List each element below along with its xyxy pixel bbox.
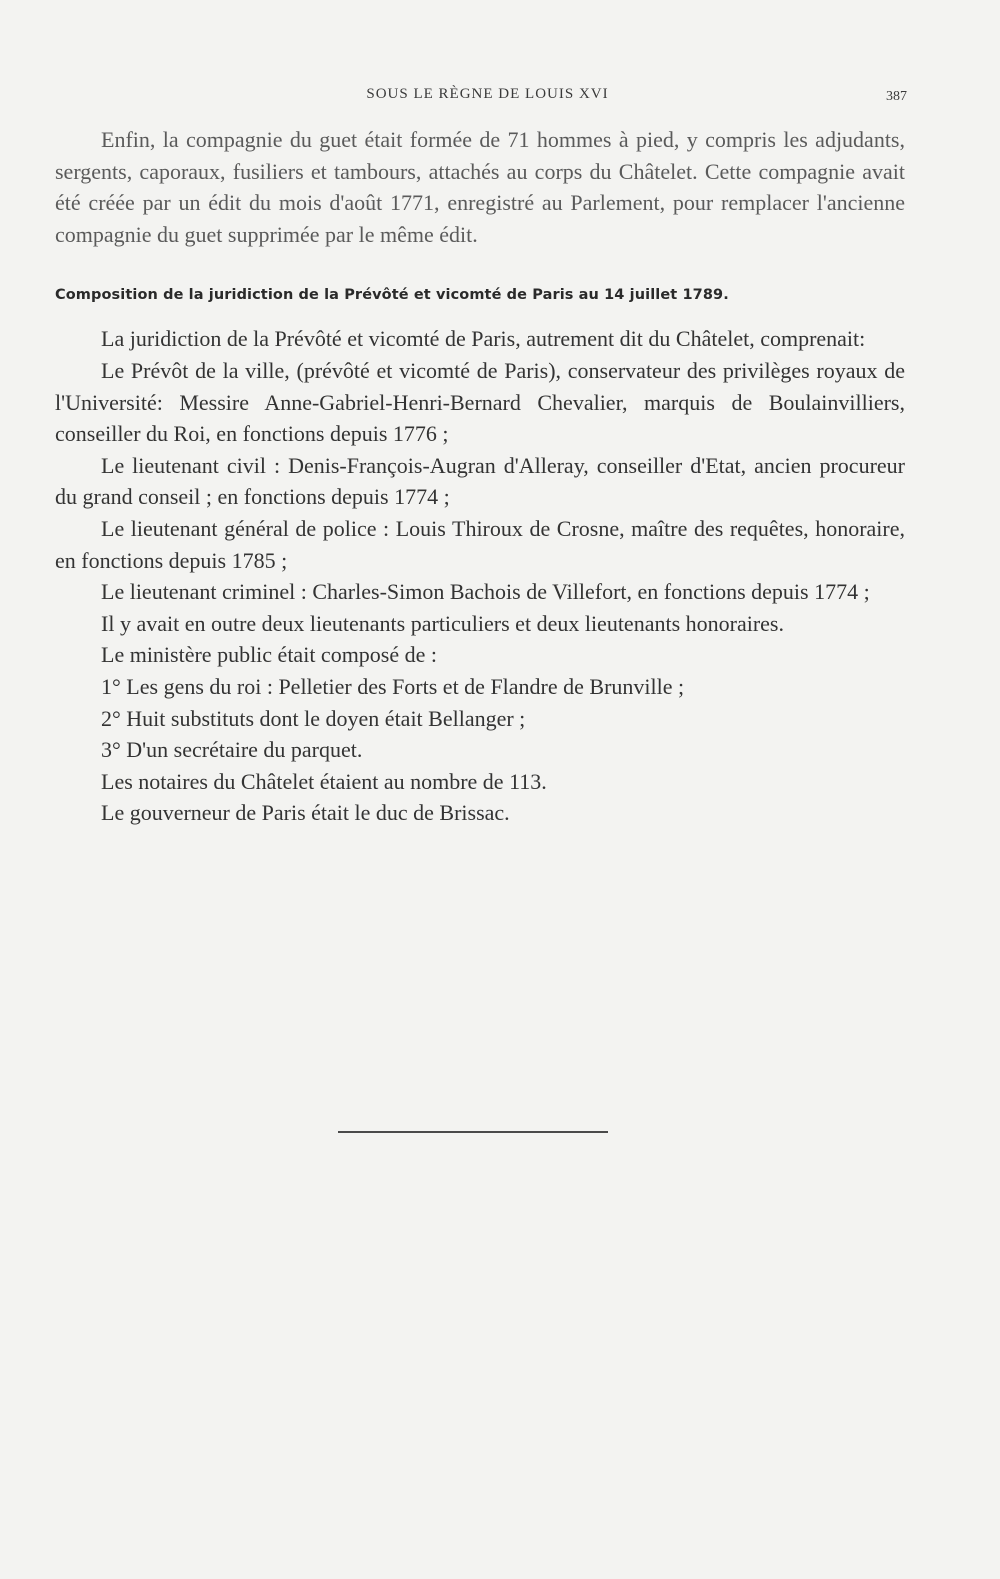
running-title: SOUS LE RÈGNE DE LOUIS XVI [366, 86, 609, 102]
paragraph-lieutenant-criminel: Le lieutenant criminel : Charles-Simon Bachois de Villefort, en fonctions depuis 1774 ; [101, 579, 870, 605]
paragraph-lieutenants-particuliers: Il y avait en outre deux lieutenants particuliers et deux lieutenants honoraires. [101, 610, 784, 636]
intro-paragraph: Enfin, la compagnie du guet était formée de 71 hommes à pied, y compris les adjudants, sergents, caporaux, fusiliers et tambours, attachés au corps du Châtelet. Cette compagnie avait été créée par un édit du mois d'août 1771, enregistré au Parlement, pour remplacer l'ancienne compagnie du guet supprimée par le même édit. [55, 127, 905, 247]
page-number: 387 [886, 89, 907, 104]
paragraph-prevot: Le Prévôt de la ville, (prévôté et vicomté de Paris), conservateur des privilèges royaux de l'Université: Messire Anne-Gabriel-Henri-Bernard Chevalier, marquis de Boulainvilliers, conseiller du Roi, en fonctions depuis 1776 ; [55, 357, 905, 447]
paragraph-ministere-public: Le ministère public était composé de : [101, 642, 438, 668]
paragraph-lieutenant-civil: Le lieutenant civil : Denis-François-Augran d'Alleray, conseiller d'Etat, ancien procureur du grand conseil ; en fonctions depuis 1774 ; [55, 452, 905, 510]
paragraph-notaires: Les notaires du Châtelet étaient au nombre de 113. [101, 768, 547, 794]
page-body [55, 124, 905, 829]
list-item-secretaire: 3° D'un secrétaire du parquet. [101, 737, 363, 763]
list-item-gens-du-roi: 1° Les gens du roi : Pelletier des Forts et de Flandre de Brunville ; [101, 673, 685, 699]
paragraph-lieutenant-police: Le lieutenant général de police : Louis Thiroux de Crosne, maître des requêtes, honoraire, en fonctions depuis 1785 ; [55, 515, 905, 573]
paragraph-jurisdiction: La juridiction de la Prévôté et vicomté de Paris, autrement dit du Châtelet, comprenait: [101, 326, 866, 352]
paragraph-gouverneur: Le gouverneur de Paris était le duc de Brissac. [101, 800, 510, 826]
running-header [0, 86, 1000, 110]
section-heading: Composition de la juridiction de la Prévôté et vicomté de Paris au 14 juillet 1789. [55, 287, 729, 304]
list-item-substituts: 2° Huit substituts dont le doyen était Bellanger ; [101, 705, 526, 731]
closing-rule [338, 1131, 608, 1133]
